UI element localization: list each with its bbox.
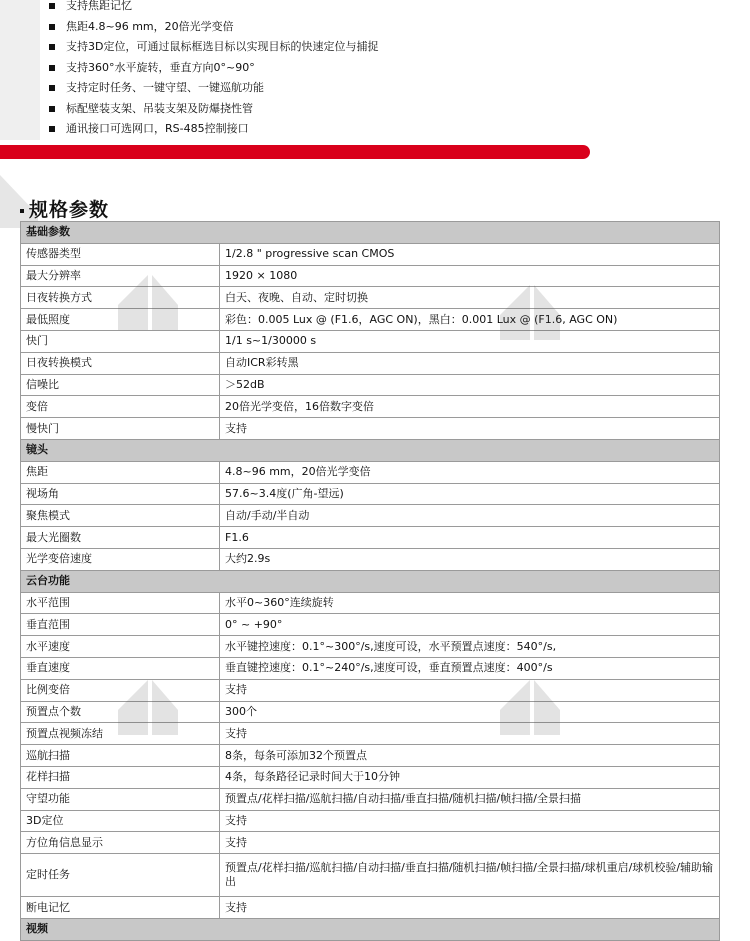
table-row (21, 527, 720, 549)
param-value-cell: 垂直键控速度：0.1°~240°/s,速度可设，垂直预置点速度：400°/s (220, 657, 720, 679)
param-value-cell: 1/2.8 " progressive scan CMOS (220, 243, 720, 265)
section-title: 规格参数 (20, 195, 109, 222)
table-row (21, 636, 720, 658)
feature-item: 支持360°水平旋转，垂直方向0°~90° (48, 58, 378, 79)
table-row (21, 287, 720, 309)
table-row (21, 832, 720, 854)
table-row (21, 614, 720, 636)
bullet-icon (49, 106, 55, 112)
bullet-icon (49, 24, 55, 30)
param-name-cell: 焦距 (21, 461, 220, 483)
table-row (21, 243, 720, 265)
param-value-cell: 支持 (220, 418, 720, 440)
group-header-label: 镜头 (21, 439, 720, 461)
table-row (21, 352, 720, 374)
title-bullet-icon (20, 209, 24, 213)
param-name-cell: 巡航扫描 (21, 745, 220, 767)
param-value-cell: 支持 (220, 723, 720, 745)
param-value-cell: 支持 (220, 679, 720, 701)
param-value-cell: 300个 (220, 701, 720, 723)
param-name-cell: 预置点视频冻结 (21, 723, 220, 745)
param-name-cell: 日夜转换模式 (21, 352, 220, 374)
feature-item: 焦距4.8~96 mm，20倍光学变倍 (48, 17, 378, 38)
table-row (21, 657, 720, 679)
param-name-cell: 水平范围 (21, 592, 220, 614)
spec-table (20, 221, 720, 941)
param-value-cell: 支持 (220, 810, 720, 832)
feature-item: 支持定时任务、一键守望、一键巡航功能 (48, 78, 378, 99)
param-name-cell: 垂直速度 (21, 657, 220, 679)
table-row (21, 396, 720, 418)
param-value-cell: 0° ~ +90° (220, 614, 720, 636)
red-divider-bar (0, 145, 590, 159)
param-name-cell: 传感器类型 (21, 243, 220, 265)
table-row (21, 418, 720, 440)
table-row (21, 766, 720, 788)
param-name-cell: 最大分辨率 (21, 265, 220, 287)
param-name-cell: 预置点个数 (21, 701, 220, 723)
param-value-cell: F1.6 (220, 527, 720, 549)
group-header-label: 基础参数 (21, 222, 720, 244)
param-value-cell: 水平键控速度：0.1°~300°/s,速度可设，水平预置点速度：540°/s, (220, 636, 720, 658)
param-value-cell: 白天、夜晚、自动、定时切换 (220, 287, 720, 309)
param-value-cell: ＞52dB (220, 374, 720, 396)
param-name-cell: 断电记忆 (21, 897, 220, 919)
table-row (21, 854, 720, 897)
table-row (21, 374, 720, 396)
table-row (21, 309, 720, 331)
param-name-cell: 方位角信息显示 (21, 832, 220, 854)
group-header-label: 云台功能 (21, 570, 720, 592)
group-header-label: 视频 (21, 918, 720, 940)
param-value-cell: 4.8~96 mm，20倍光学变倍 (220, 461, 720, 483)
table-row (21, 461, 720, 483)
param-name-cell: 水平速度 (21, 636, 220, 658)
param-value-cell: 水平0~360°连续旋转 (220, 592, 720, 614)
table-row (21, 330, 720, 352)
feature-item: 支持3D定位，可通过鼠标框选目标以实现目标的快速定位与捕捉 (48, 37, 378, 58)
table-row (21, 483, 720, 505)
param-name-cell: 最大光圈数 (21, 527, 220, 549)
table-row (21, 810, 720, 832)
feature-item: 标配壁装支架、吊装支架及防爆挠性管 (48, 99, 378, 120)
param-name-cell: 最低照度 (21, 309, 220, 331)
feature-list (48, 0, 378, 140)
param-value-cell: 彩色：0.005 Lux @ (F1.6，AGC ON)，黑白：0.001 Lux @ (F1.6, AGC ON) (220, 309, 720, 331)
param-name-cell: 视场角 (21, 483, 220, 505)
bullet-icon (49, 3, 55, 9)
bullet-icon (49, 44, 55, 50)
param-value-cell: 大约2.9s (220, 548, 720, 570)
bullet-icon (49, 65, 55, 71)
table-group-header (21, 918, 720, 940)
param-value-cell: 20倍光学变倍，16倍数字变倍 (220, 396, 720, 418)
param-name-cell: 垂直范围 (21, 614, 220, 636)
param-name-cell: 信噪比 (21, 374, 220, 396)
param-value-cell: 预置点/花样扫描/巡航扫描/自动扫描/垂直扫描/随机扫描/帧扫描/全景扫描/球机重启/球机校验/辅助输出 (220, 854, 720, 897)
param-name-cell: 守望功能 (21, 788, 220, 810)
param-value-cell: 支持 (220, 897, 720, 919)
table-row (21, 701, 720, 723)
param-value-cell: 57.6~3.4度(广角-望远) (220, 483, 720, 505)
param-name-cell: 定时任务 (21, 854, 220, 897)
table-row (21, 788, 720, 810)
table-row (21, 897, 720, 919)
table-row (21, 548, 720, 570)
table-row (21, 745, 720, 767)
bullet-icon (49, 85, 55, 91)
param-value-cell: 4条，每条路径记录时间大于10分钟 (220, 766, 720, 788)
table-group-header (21, 222, 720, 244)
param-value-cell: 8条，每条可添加32个预置点 (220, 745, 720, 767)
table-row (21, 592, 720, 614)
feature-item: 支持焦距记忆 (48, 0, 378, 17)
param-name-cell: 变倍 (21, 396, 220, 418)
param-name-cell: 聚焦模式 (21, 505, 220, 527)
param-name-cell: 快门 (21, 330, 220, 352)
param-name-cell: 慢快门 (21, 418, 220, 440)
param-value-cell: 预置点/花样扫描/巡航扫描/自动扫描/垂直扫描/随机扫描/帧扫描/全景扫描 (220, 788, 720, 810)
param-name-cell: 花样扫描 (21, 766, 220, 788)
table-group-header (21, 570, 720, 592)
table-group-header (21, 439, 720, 461)
param-value-cell: 1920 × 1080 (220, 265, 720, 287)
table-row (21, 723, 720, 745)
param-name-cell: 光学变倍速度 (21, 548, 220, 570)
param-value-cell: 自动/手动/半自动 (220, 505, 720, 527)
param-value-cell: 1/1 s~1/30000 s (220, 330, 720, 352)
table-row (21, 505, 720, 527)
bullet-icon (49, 126, 55, 132)
param-name-cell: 3D定位 (21, 810, 220, 832)
param-value-cell: 支持 (220, 832, 720, 854)
param-value-cell: 自动ICR彩转黑 (220, 352, 720, 374)
table-row (21, 679, 720, 701)
table-row (21, 265, 720, 287)
feature-item: 通讯接口可选网口，RS-485控制接口 (48, 119, 378, 140)
param-name-cell: 日夜转换方式 (21, 287, 220, 309)
param-name-cell: 比例变倍 (21, 679, 220, 701)
